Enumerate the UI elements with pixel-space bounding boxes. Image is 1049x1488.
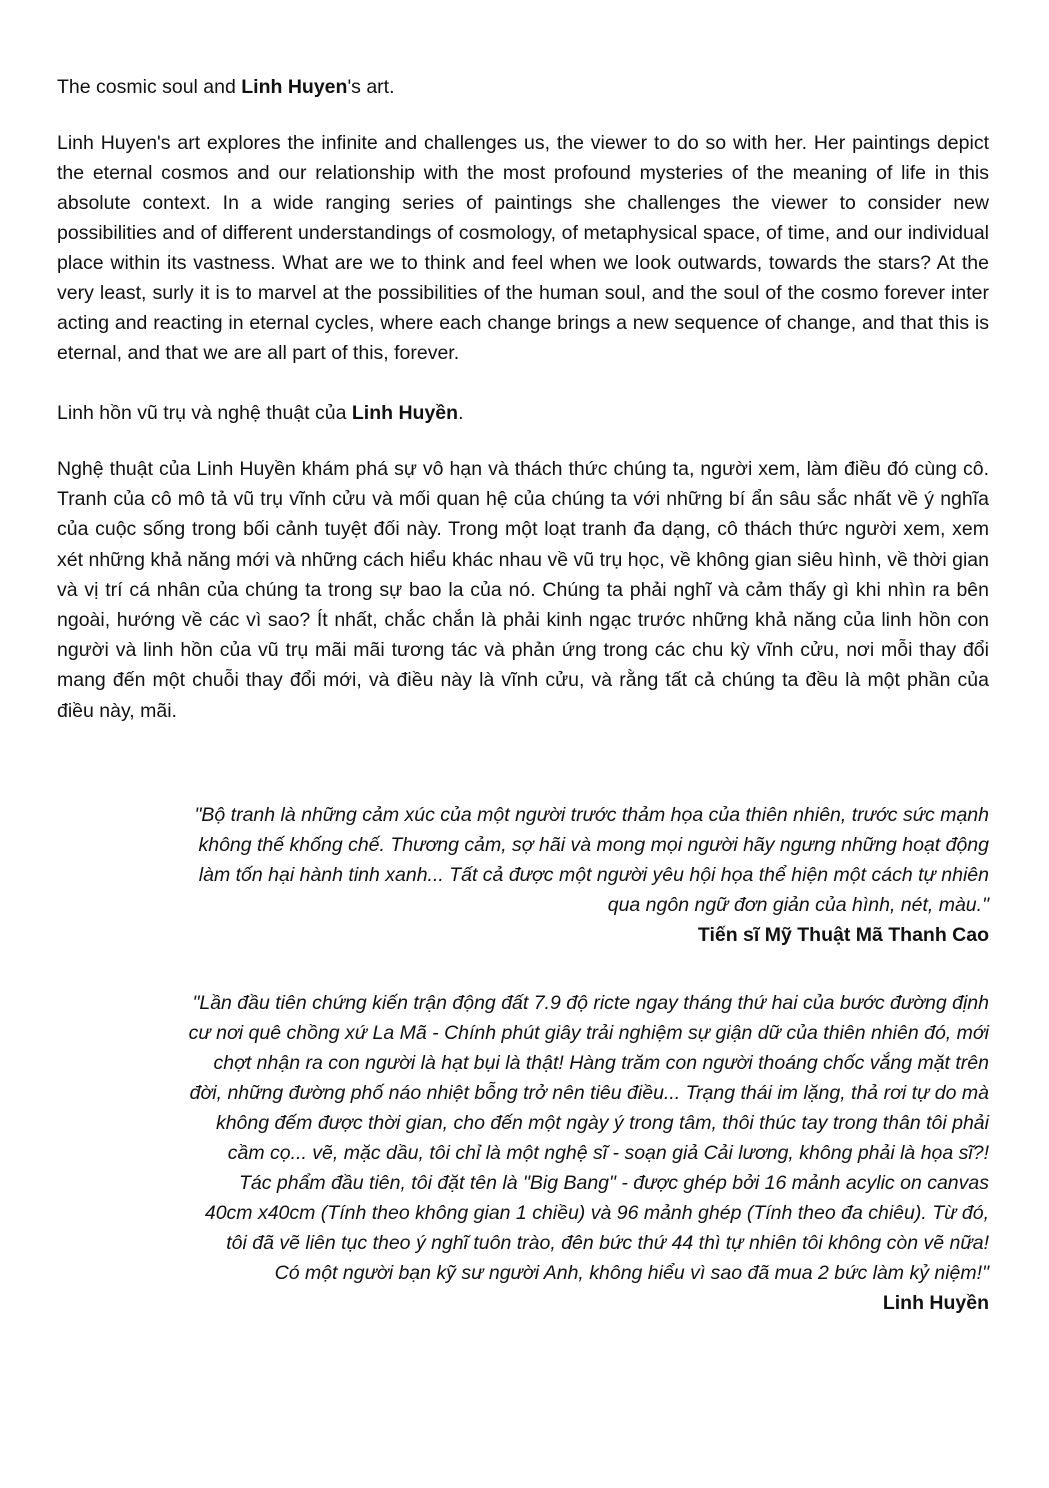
quote-line: 40cm x40cm (Tính theo không gian 1 chiều) và 96 mảnh ghép (Tính theo đa chiêu). Từ đó, <box>204 1201 989 1224</box>
vietnamese-title-suffix: . <box>458 402 464 424</box>
quote-line: qua ngôn ngữ đơn giản của hình, nét, màu." <box>607 893 989 916</box>
quote-line: Tác phẩm đầu tiên, tôi đặt tên là "Big Bang" - được ghép bởi 16 mảnh acylic on canvas <box>238 1171 989 1194</box>
vietnamese-title-name: Linh Huyền <box>351 402 459 424</box>
english-title-prefix: The cosmic soul and <box>57 76 242 98</box>
quote-line: không đếm được thời gian, cho đến một ngày ý trong tâm, thôi thúc tay trong thân tôi phải <box>215 1111 989 1134</box>
quote-author: Linh Huyền <box>882 1291 989 1314</box>
vietnamese-title <box>57 398 989 428</box>
quote-line: Có một người bạn kỹ sư người Anh, không hiểu vì sao đã mua 2 bức làm kỷ niệm!" <box>274 1261 989 1284</box>
quote-line: "Bộ tranh là những cảm xúc của một người trước thảm họa của thiên nhiên, trước sức mạnh <box>194 803 989 826</box>
document-page <box>57 72 989 1356</box>
quote-line: làm tốn hại hành tinh xanh... Tất cả được một người yêu hội họa thể hiện một cách tự nhiên <box>198 863 989 886</box>
english-body: Linh Huyen's art explores the infinite and challenges us, the viewer to do so with her. Her paintings depict the eternal cosmos and our relationship with the most profound mysteries of the meaning of life in this absolute context. In a wide ranging series of paintings she challenges the viewer to consider new possibilities and of different understandings of cosmology, of metaphysical space, of time, and our individual place within its vastness. What are we to think and feel when we look outwards, towards the stars? At the very least, surly it is to marvel at the possibilities of the human soul, and the soul of the cosmo forever inter acting and reacting in eternal cycles, where each change brings a new sequence of change, and that this is eternal, and that we are all part of this, forever. <box>57 132 989 364</box>
english-title <box>57 72 989 102</box>
quote-block-1 <box>57 800 989 950</box>
english-title-name: Linh Huyen <box>241 76 348 98</box>
quote-line: cư nơi quê chồng xứ La Mã - Chính phút giây trải nghiệm sự giận dữ của thiên nhiên đó, mới <box>188 1021 989 1044</box>
vietnamese-title-prefix: Linh hồn vũ trụ và nghệ thuật của <box>57 402 352 424</box>
quote-line: "Lần đầu tiên chứng kiến trận động đất 7.9 độ ricte ngay tháng thứ hai của bước đường định <box>192 991 989 1014</box>
vietnamese-body: Nghệ thuật của Linh Huyền khám phá sự vô hạn và thách thức chúng ta, người xem, làm điều đó cùng cô. Tranh của cô mô tả vũ trụ vĩnh cửu và mối quan hệ của chúng ta với những bí ẩn sâu sắc nhất về ý nghĩa của cuộc sống trong bối cảnh tuyệt đối này. Trong một loạt tranh đa dạng, cô thách thức người xem, xem xét những khả năng mới và những cách hiểu khác nhau về vũ trụ học, về không gian siêu hình, về thời gian và vị trí cá nhân của chúng ta trong sự bao la của nó. Chúng ta phải nghĩ và cảm thấy gì khi nhìn ra bên ngoài, hướng về các vì sao? Ít nhất, chắc chắn là phải kinh ngạc trước những khả năng của linh hồn con người và linh hồn của vũ trụ mãi mãi tương tác và phản ứng trong các chu kỳ vĩnh cửu, nơi mỗi thay đổi mang đến một chuỗi thay đổi mới, và điều này là vĩnh cửu, và rằng tất cả chúng ta đều là một phần của điều này, mãi. <box>57 458 989 722</box>
quote-line: đời, những đường phố náo nhiệt bỗng trở nên tiêu điều... Trạng thái im lặng, thả rơi tự do mà <box>189 1081 989 1104</box>
english-title-suffix: 's art. <box>347 76 395 98</box>
quote-line: không thế khống chế. Thương cảm, sợ hãi và mong mọi người hãy ngưng những hoạt động <box>198 833 989 856</box>
quote-block-2 <box>57 988 989 1318</box>
quote-author: Tiến sĩ Mỹ Thuật Mã Thanh Cao <box>697 923 989 946</box>
quote-line: cầm cọ... vẽ, mặc dầu, tôi chỉ là một nghệ sĩ - soạn giả Cải lương, không phải là họa sĩ?! <box>227 1141 989 1164</box>
quote-line: chợt nhận ra con người là hạt bụi là thật! Hàng trăm con người thoáng chốc vắng mặt trên <box>213 1051 989 1074</box>
quote-line: tôi đã vẽ liên tục theo ý nghĩ tuôn trào, đên bức thứ 44 thì tự nhiên tôi không còn vẽ nữa! <box>226 1231 989 1254</box>
